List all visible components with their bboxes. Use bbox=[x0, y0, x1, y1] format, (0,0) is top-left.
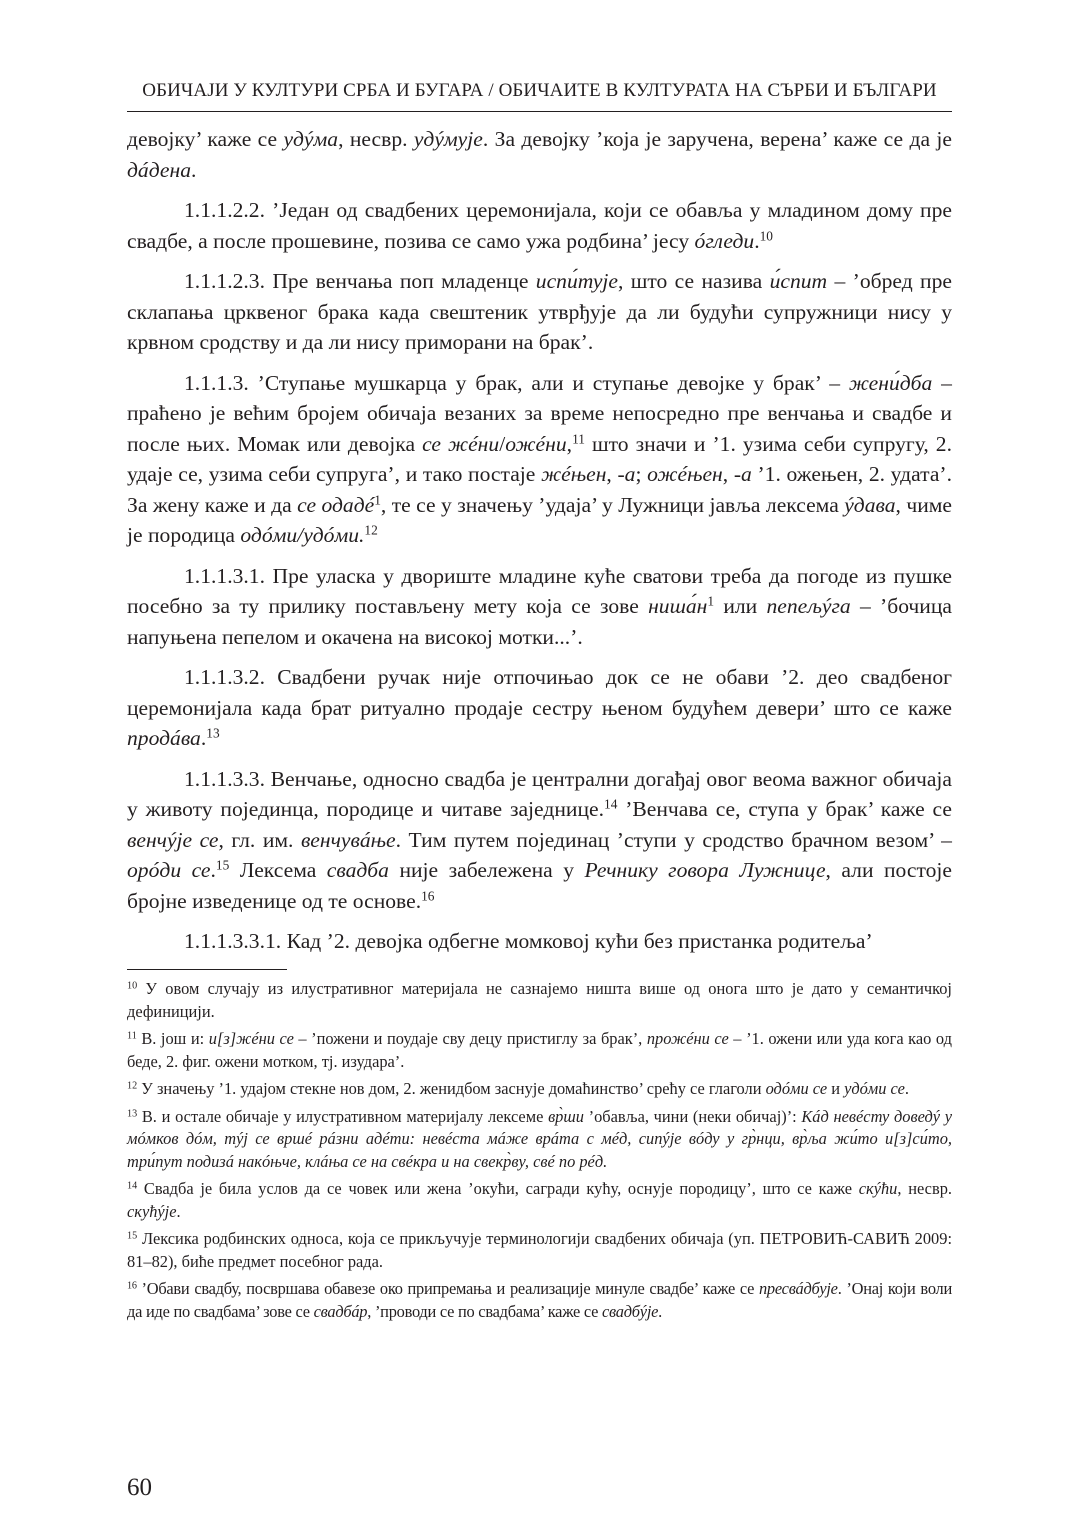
paragraph-1-1-1-2-3: 1.1.1.2.3. Пре венчања поп младенце испи́тује, што се назива и́спит – ’обред пре склапања црквеног брака када свештеник утврђује да ли будући супружници нису у крвном сродству и да ли нису приморани на брак’. bbox=[127, 269, 952, 354]
superscript-marker: 1 bbox=[707, 593, 715, 609]
footnote-12: $^{12}$ У значењу ’1. удајом стекне нов дом, 2. женидбом заснује домаћинство’ срећу се глаголи одóми се и удóми се. bbox=[127, 1079, 910, 1098]
footnote-ref[interactable]: 14 bbox=[604, 796, 618, 812]
paragraph-1-1-1-3-3-1: 1.1.1.3.3.1. Кад ’2. девојка одбегне момковој кући без пристанка родитеља’ bbox=[184, 929, 873, 953]
paragraph-1-1-1-3-3: 1.1.1.3.3. Венчање, односно свадба је централни догађај овог веома важног обичаја у животу појединца, породице и читаве заједнице.$^{14}$ ’Венчава се, ступа у брак’ каже се венчýје се, гл. им. венчувáње. Тим путем појединац ’ступи у сродство брачном везом’ – орóди се.$^{15}$ Лексема свадба није забележена у Речнику говора Лужнице, али постоје бројне изведенице од те основе.$^{16}$ bbox=[127, 766, 952, 913]
main-text bbox=[127, 124, 952, 967]
page-number: 60 bbox=[127, 1474, 152, 1501]
footnote-ref[interactable]: 10 bbox=[759, 228, 773, 244]
paragraph-1-1-1-3-2: 1.1.1.3.2. Свадбени ручак није отпочињао док се не обави ’2. део свадбеног церемонијала када брат ритуално продаје сестру њеном будућем девери’ што се каже продáва.$^{13}$ bbox=[127, 665, 952, 750]
footnote-ref[interactable]: 15 bbox=[215, 857, 230, 873]
paragraph-1-1-1-3-1: 1.1.1.3.1. Пре уласка у двориште младине куће сватови треба да погоде из пушке посебно за ту прилику постављену мету која се зове $ниша́н^1$ или пепељýга – ’бочица напуњена пепелом и окачена на високој мотки...’. bbox=[127, 563, 952, 649]
book-page bbox=[127, 0, 952, 1524]
header-rule bbox=[127, 111, 952, 112]
footnote-ref[interactable]: 16 bbox=[421, 888, 435, 904]
footnote-15: $^{15}$ Лексика родбинских односа, која се прикључује терминологији свадбених обичаја (уп. ПЕТРОВИЋ-САВИЋ 2009: 81–82), биће предмет посебног рада. bbox=[127, 1229, 952, 1271]
footnotes bbox=[127, 978, 952, 1328]
footnote-ref[interactable]: 11 bbox=[572, 431, 585, 447]
superscript-marker: 1 bbox=[374, 492, 381, 508]
footnote-10: $^{10}$ У овом случају из илустративног материјала не сазнајемо ништа више од онога што је дато у семантичкој дефиницији. bbox=[127, 979, 952, 1021]
footnote-13: $^{13}$ В. и остале обичаје у илустративном материјалу лексеме вр̀ши ’обавља, чини (неки обичај)’: Кáд невéсту доведý у мóмков дóм, тýј се вршé рáзни адéти: невéста мáже врáта с мéд, сипýје вóду у гр̀нци, вр̀ља жи́то и[з]си́то, три́пут подизá накóњче, клáња се на свéкра и на свекр̀ву, свé по рéд. bbox=[127, 1106, 952, 1171]
footnote-11: $^{11}$ В. још и: и[з]жéни се – ’пожени и поудаје сву децу пристиглу за брак’, прожéни се – ’1. ожени или уда кога као од беде, 2. фиг. ожени мотком, тј. изудара’. bbox=[127, 1029, 952, 1071]
paragraph-continuation: девојку’ каже се удýма, несвр. удýмује. За девојку ’која је заручена, верена’ каже се да је дáдена. bbox=[127, 127, 952, 182]
running-header: ОБИЧАЈИ У КУЛТУРИ СРБА И БУГАРА / ОБИЧАИТЕ В КУЛТУРАТА НА СЪРБИ И БЪЛГАРИ bbox=[142, 80, 937, 101]
footnote-14: $^{14}$ Свадба је била услов да се човек или жена ’окући, сагради кућу, оснује породицу’, што се каже скýћи, несвр. скућýје. bbox=[127, 1179, 952, 1221]
paragraph-1-1-1-2-2: 1.1.1.2.2. ’Један од свадбених церемонијала, који се обавља у младином дому пре свадбе, а после прошевине, позива се само ужа родбина’ јесу óгледи.$^{10}$ bbox=[127, 198, 952, 253]
footnote-rule bbox=[127, 969, 287, 970]
footnote-ref[interactable]: 12 bbox=[364, 522, 378, 538]
footnote-16: $^{16}$ ’Обави свадбу, посвршава обавезе око припремања и реализације минуле свадбе’ каже се пресвáдбује. ’Онај који воли да иде по свадбама’ зове се свадбáр, ’проводи се по свадбама’ каже се свадбýје. bbox=[127, 1279, 952, 1321]
footnote-ref[interactable]: 13 bbox=[206, 725, 220, 741]
paragraph-1-1-1-3: 1.1.1.3. ’Ступање мушкарца у брак, али и ступање девојке у брак’ – жени́дба – праћено је већим бројем обичаја везаних за време непосредно пре венчања и свадбе и после њих. Момак или девојка се жéни/ожéни,$^{11}$ што значи и ’1. узима себи супругу, 2. удаје се, узима себи супруга’, и тако постаје жéњен, -а; ожéњен, -а ’1. ожењен, 2. удата’. За жену каже и да се одадé$^1$, те се у значењу ’удаја’ у Лужници јавља лексема ýдава, чиме је породица одóми/удóми.$^{12}$ bbox=[127, 370, 953, 547]
